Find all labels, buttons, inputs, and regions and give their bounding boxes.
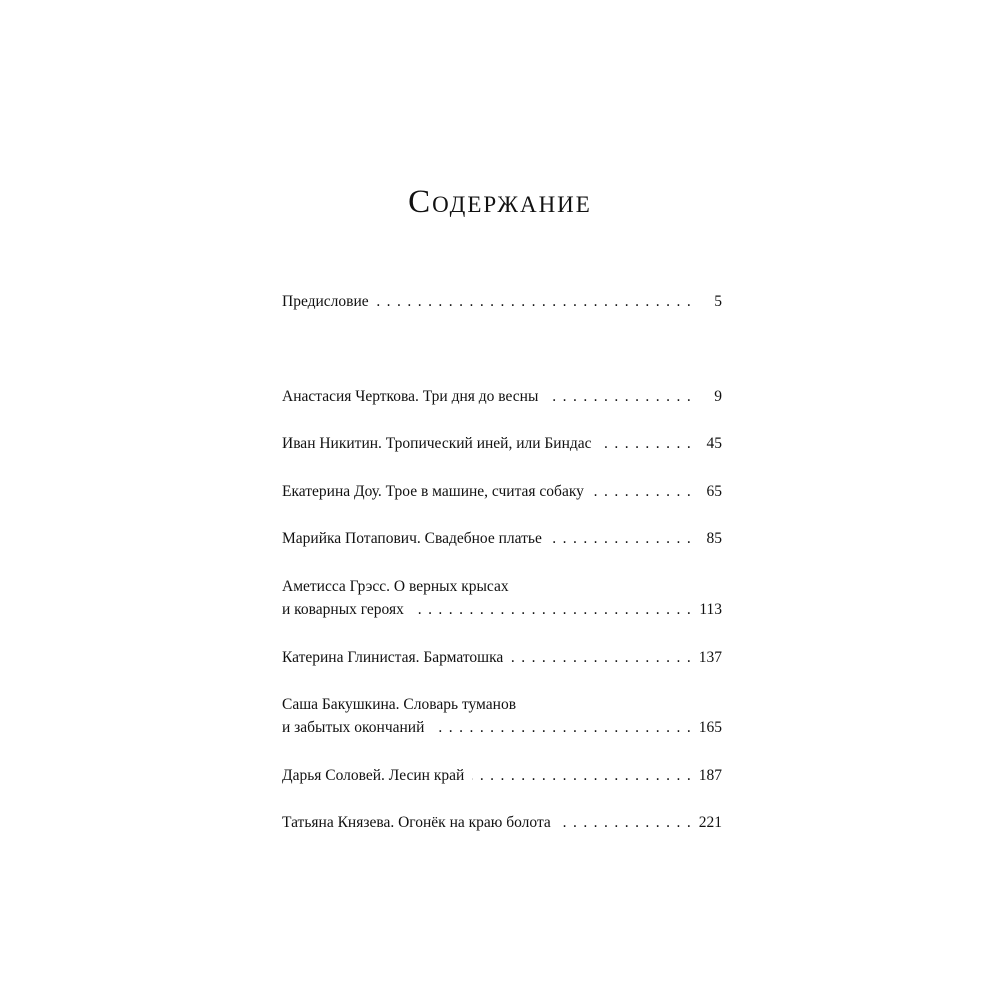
dot-leader <box>550 527 692 550</box>
dot-leader <box>559 811 692 834</box>
dot-leader <box>592 480 692 503</box>
toc-entry-title: Марийка Потапович. Свадебное платье <box>282 530 542 547</box>
dot-leader <box>511 646 692 669</box>
toc-entry-title: Дарья Соловей. Лесин край <box>282 767 465 784</box>
toc-entry-page: 65 <box>706 483 722 500</box>
toc-entry <box>282 385 722 408</box>
toc-entry-page: 221 <box>698 814 722 831</box>
toc-entry <box>282 764 722 787</box>
toc-entry-title: Катерина Глинистая. Барматошка <box>282 649 504 666</box>
toc-entry-page: 85 <box>706 530 722 547</box>
toc-entry-title-line2: и забытых окончаний <box>282 719 425 736</box>
toc-entry-page: 113 <box>699 601 722 618</box>
toc-entry-page: 5 <box>714 293 722 310</box>
toc-entry-title-line2: и коварных героях <box>282 601 404 618</box>
toc-entry-title: Татьяна Князева. Огонёк на краю болота <box>282 814 551 831</box>
toc-entry-title-line1: Аметисса Грэсс. О верных крысах <box>282 578 509 595</box>
toc-entry-page: 137 <box>698 649 722 666</box>
page-title: Содержание <box>408 184 592 220</box>
toc-entry-title-line1: Саша Бакушкина. Словарь туманов <box>282 696 517 713</box>
toc-entry <box>282 811 722 834</box>
toc-entry <box>282 575 722 621</box>
dot-leader <box>472 764 692 787</box>
toc-entry-title: Анастасия Черткова. Три дня до весны <box>282 388 539 405</box>
toc-entry-page: 165 <box>698 719 722 736</box>
dot-leader <box>600 432 692 455</box>
toc-entry <box>282 527 722 550</box>
toc-entry <box>282 646 722 669</box>
toc-entry-foreword <box>282 290 722 313</box>
dot-leader <box>546 385 692 408</box>
toc-entry <box>282 480 722 503</box>
dot-leader <box>377 290 692 313</box>
dot-leader <box>412 598 692 621</box>
dot-leader <box>432 716 692 739</box>
toc-entry-title: Екатерина Доу. Трое в машине, считая собаку <box>282 483 584 500</box>
toc-entry-title: Предисловие <box>282 293 369 310</box>
toc-entry <box>282 432 722 455</box>
toc-entry-page: 9 <box>714 388 722 405</box>
toc-entry-page: 45 <box>706 435 722 452</box>
toc-entry-page: 187 <box>698 767 722 784</box>
toc-entry <box>282 693 722 739</box>
toc-entry-title: Иван Никитин. Тропический иней, или Биндас <box>282 435 592 452</box>
